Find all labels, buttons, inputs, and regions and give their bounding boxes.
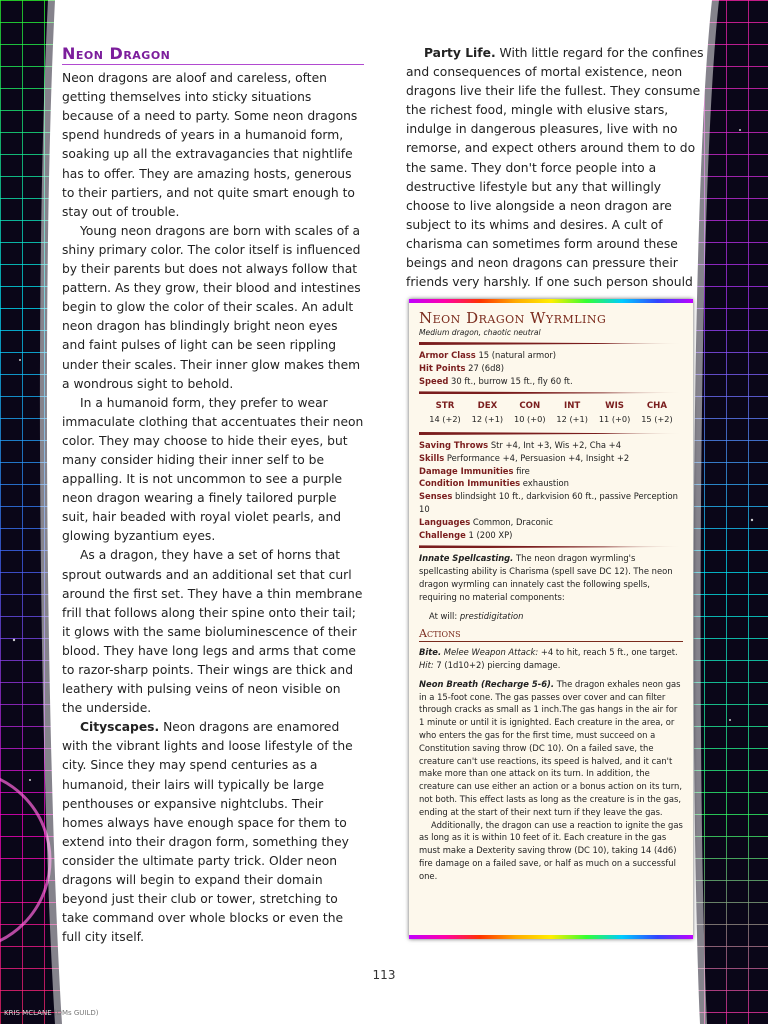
ability-cha <box>637 400 677 426</box>
divider <box>419 432 683 435</box>
paragraph: In a humanoid form, they prefer to wear immaculate clothing that accentuates their neon color. They may choose to hide their eyes, but many consider hiding their inner self to be appalling. It is not uncommon to see a purple neon dragon wearing a finely tailored purple suit, hair beaded with royal violet pearls, and glowing byzantium eyes. <box>62 395 364 544</box>
attack-type: Melee Weapon Attack: <box>441 647 539 658</box>
condition-immunities-label: Condition Immunities <box>419 478 521 489</box>
challenge-value: 1 (200 XP) <box>465 529 513 540</box>
credit-note: (DMs GUILD) <box>51 1009 99 1017</box>
ability-str <box>425 400 465 426</box>
damage-text: 7 (1d10+2) piercing damage. <box>433 659 561 670</box>
innate-spellcasting <box>419 552 683 603</box>
at-will-spells <box>419 610 683 623</box>
skills-value: Performance +4, Persuasion +4, Insight +2 <box>444 452 630 463</box>
statblock-type: Medium dragon, chaotic neutral <box>419 328 541 337</box>
divider <box>419 342 683 345</box>
ability-wis <box>595 400 635 426</box>
paragraph <box>62 718 364 947</box>
saves-label: Saving Throws <box>419 439 489 450</box>
ability-value: 12 (+1) <box>556 414 588 425</box>
hp-value: 27 (6d8) <box>465 362 505 373</box>
languages-value: Common, Draconic <box>470 516 553 527</box>
actions-heading: Actions <box>419 628 683 642</box>
condition-immunities-value: exhaustion <box>520 478 569 489</box>
ability-value: 10 (+0) <box>514 414 546 425</box>
ability-value: 12 (+1) <box>471 414 504 425</box>
ability-dex <box>467 400 507 426</box>
skills-label: Skills <box>419 452 445 463</box>
senses-label: Senses <box>419 491 453 502</box>
action-name: Bite. <box>419 647 442 658</box>
ac-label: Armor Class <box>419 350 476 360</box>
trait-text: The neon dragon wyrmling's spellcasting ability is Charisma (spell save DC 12). The neon dragon wyrmling can innately cast the following spells, requiring no material components: <box>419 553 673 602</box>
section-title: Neon Dragon <box>62 44 364 65</box>
action-name: Neon Breath (Recharge 5-6). <box>419 678 555 689</box>
action-text: The dragon exhales neon gas in a 15-foot cone. The gas passes over cover and can filter through cracks as small as 1 inch.The gas hangs in the air for 1 minute or until it is ignighted. Each creature in the area, or who enters the gas for the first time, must succeed on a Constitution saving throw (DC 10). On a failed save, the creature can't use reactions, its speed is halved, and it can't make more than one attack on its turn. In addition, the creature can use either an action or a bonus action on its turn, not both. This effect lasts as long as the creature is in the gas, ending at the start of their next turn if they leave the gas. <box>419 678 683 817</box>
ability-scores <box>419 398 683 428</box>
divider <box>419 391 683 394</box>
action-text: +4 to hit, reach 5 ft., one target. <box>538 647 678 658</box>
paragraph-heading: Cityscapes. <box>80 720 160 735</box>
page-number: 113 <box>372 968 396 982</box>
ability-con <box>510 400 550 426</box>
ability-name: CHA <box>646 401 668 412</box>
right-column <box>406 44 706 292</box>
trait-name: Innate Spellcasting. <box>419 553 514 564</box>
challenge-label: Challenge <box>419 529 466 540</box>
core-stats <box>419 349 683 387</box>
secondary-stats <box>419 439 683 541</box>
at-will-label: At will: <box>429 610 460 621</box>
paragraph-text: Neon dragons are enamored with the vibrant lights and loose lifestyle of the city. Since they may spend centuries as a humanoid, their lairs will typically be large penthouses or expansive nightclubs. Their homes always have enough space for them to extend into their dragon form, something they consider the ultimate party trick. Older neon dragons will begin to expand their domain beyond just their club or tower, stretching to take command over whole blocks or even the full city itself. <box>62 720 353 945</box>
speed-value: 30 ft., burrow 15 ft., fly 60 ft. <box>448 375 573 386</box>
speed-label: Speed <box>419 375 449 386</box>
languages-label: Languages <box>419 516 471 527</box>
saves-value: Str +4, Int +3, Wis +2, Cha +4 <box>488 439 622 450</box>
ac-value: 15 (natural armor) <box>475 350 557 360</box>
damage-immunities-value: fire <box>513 465 530 476</box>
damage-immunities-label: Damage Immunities <box>419 465 514 476</box>
ability-int <box>552 400 592 426</box>
paragraph-text: With little regard for the confines and consequences of mortal existence, neon dragons live their life the fullest. They consume the richest food, mingle with elusive stars, indulge in dangerous pleasures, live with no remorse, and expect others around them to do the same. They don't force people into a destructive lifestyle but any that willingly choose to live alongside a neon dragon are subject to its whims and desires. A cult of charisma can sometimes form around these beings and neon dragons can pressure their friends very harshly. If one such person should <box>406 46 704 290</box>
paragraph: Neon dragons are aloof and careless, often getting themselves into sticky situations because of a need to party. Some neon dragons spend hundreds of years in a humanoid form, soaking up all the extravagancies that nightlife has to offer. They are amazing hosts, generous to their partiers, and not quite smart enough to stay out of trouble. <box>62 71 358 219</box>
left-column <box>62 44 364 947</box>
paragraph <box>406 44 706 292</box>
paragraph: As a dragon, they have a set of horns that sprout outwards and an additional set that curl around the first set. They have a thin membrane frill that follows along their spine onto their tail; it glows with the same bioluminescence of their blood. They have long legs and arms that come to razor-sharp points. Their wings are thick and leathery with pulsing veins of neon visible on the underside. <box>62 548 363 716</box>
ability-name: WIS <box>605 401 624 412</box>
rainbow-border-bottom <box>409 935 693 939</box>
paragraph: Young neon dragons are born with scales of a shiny primary color. The color itself is influenced by their parents but does not always follow that pattern. As they grow, their blood and intestines begin to glow the color of their scales. An adult neon dragon has blindingly bright neon eyes and faint pulses of light can be seen rippling under their scales. Their inner glow makes them a wondrous sight to behold. <box>62 223 361 391</box>
statblock-name: Neon Dragon Wyrmling <box>419 309 607 327</box>
ability-name: STR <box>435 401 455 412</box>
hp-label: Hit Points <box>419 362 466 373</box>
at-will-spell: prestidigitation <box>459 610 524 621</box>
ability-value: 11 (+0) <box>598 414 631 425</box>
action-bite <box>419 646 683 672</box>
ability-name: DEX <box>477 401 498 412</box>
credit-name: KRIS MCLANE <box>4 1009 52 1017</box>
divider <box>419 545 683 548</box>
action-neon-breath <box>419 678 683 819</box>
ability-value: 15 (+2) <box>641 414 673 425</box>
hit-label: Hit: <box>419 659 434 670</box>
action-neon-breath-continued: Additionally, the dragon can use a reaction to ignite the gas as long as it is within 10 feet of it. Each creature in the gas must make a Dexterity saving throw (DC 10), taking 14 (4d6) fire damage on a failed save, or half as much on a successful one. <box>419 819 683 881</box>
artist-credit <box>4 1009 99 1017</box>
senses-value: blindsight 10 ft., darkvision 60 ft., passive Perception 10 <box>419 491 678 514</box>
ability-name: INT <box>564 401 581 412</box>
paragraph-heading: Party Life. <box>424 46 496 60</box>
ability-value: 14 (+2) <box>429 414 461 425</box>
ability-name: CON <box>519 401 541 412</box>
stat-block <box>409 299 693 939</box>
